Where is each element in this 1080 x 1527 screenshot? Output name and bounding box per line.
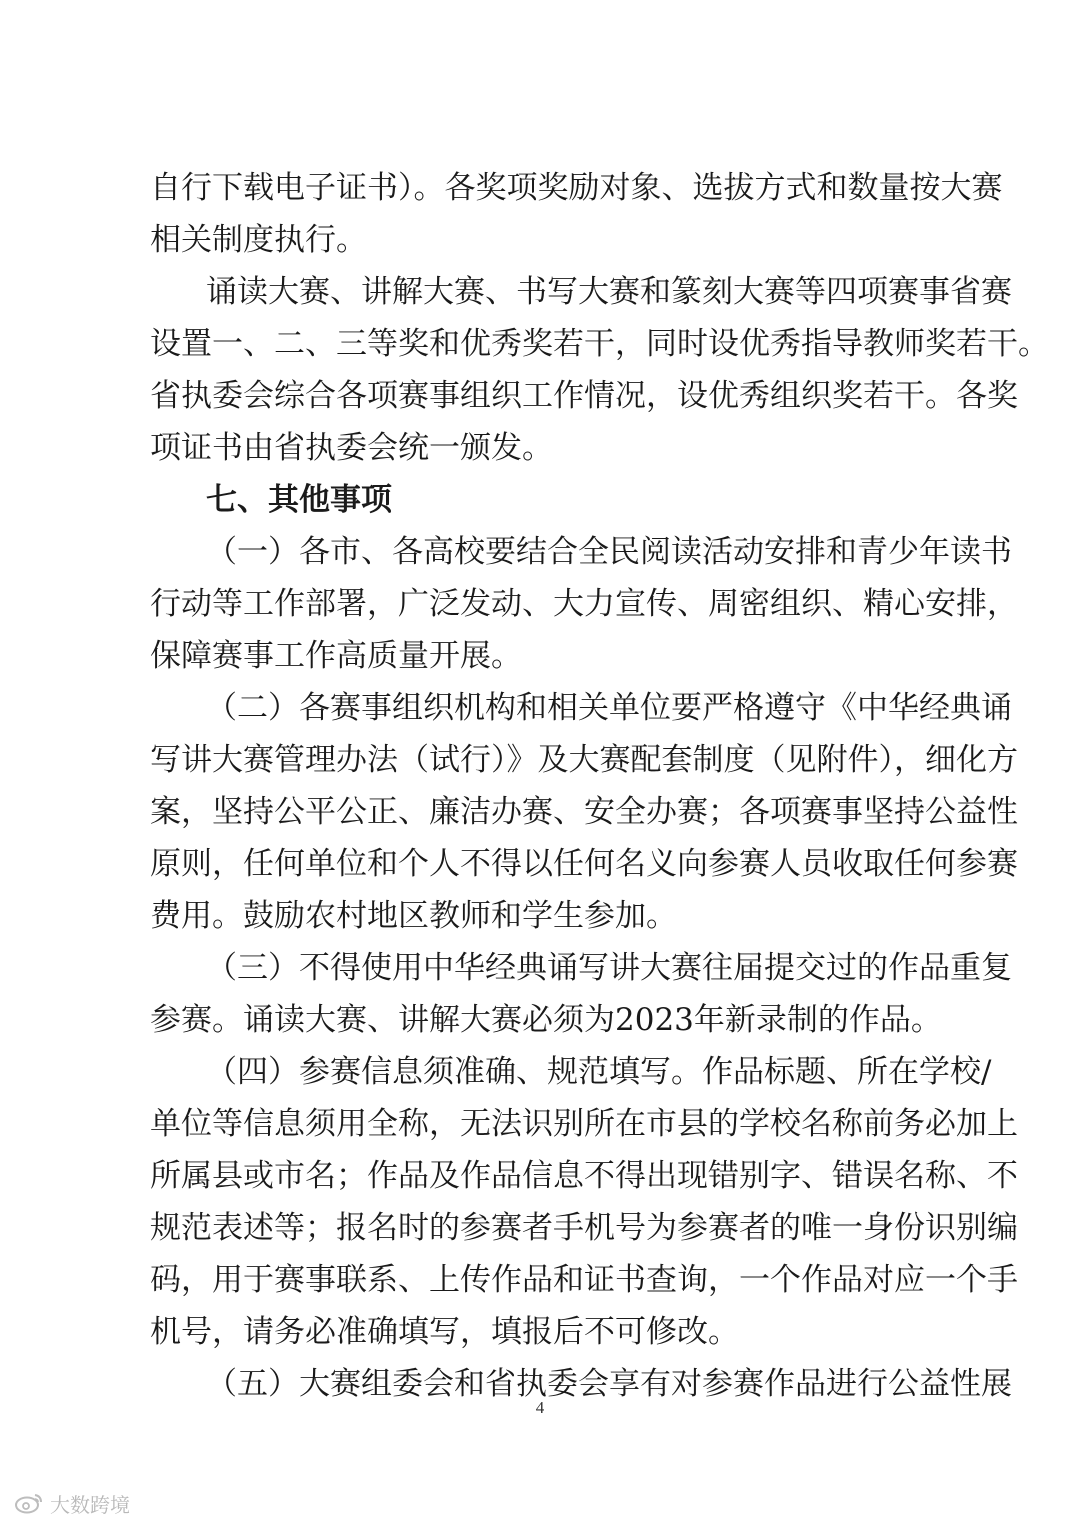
watermark — [14, 1487, 130, 1519]
paragraph-first-line: （一）各市、各高校要结合全民阅读活动安排和青少年读书 — [206, 534, 1012, 570]
body-text-line: 单位等信息须用全称，无法识别所在市县的学校名称前务必加上 — [150, 1106, 1018, 1142]
body-text-line: 行动等工作部署，广泛发动、大力宣传、周密组织、精心安排， — [150, 586, 1018, 622]
paragraph-first-line: 诵读大赛、讲解大赛、书写大赛和篆刻大赛等四项赛事省赛 — [206, 274, 1012, 310]
body-text-line: 省执委会综合各项赛事组织工作情况，设优秀组织奖若干。各奖 — [150, 378, 1018, 414]
page-number: 4 — [535, 1398, 545, 1417]
section-heading: 七、其他事项 — [206, 482, 392, 518]
paragraph-first-line: （五）大赛组委会和省执委会享有对参赛作品进行公益性展 — [206, 1366, 1012, 1402]
paragraph-first-line: （三）不得使用中华经典诵写讲大赛往届提交过的作品重复 — [206, 950, 1012, 986]
paragraph-first-line: （四）参赛信息须准确、规范填写。作品标题、所在学校/ — [206, 1054, 992, 1090]
body-text-line: 原则，任何单位和个人不得以任何名义向参赛人员收取任何参赛 — [150, 846, 1018, 882]
body-text-line: 项证书由省执委会统一颁发。 — [150, 430, 553, 466]
body-text-line: 费用。鼓励农村地区教师和学生参加。 — [150, 898, 677, 934]
body-text-line: 参赛。诵读大赛、讲解大赛必须为2023年新录制的作品。 — [150, 1002, 942, 1038]
body-text-line: 保障赛事工作高质量开展。 — [150, 638, 522, 674]
body-text-line: 自行下载电子证书）。各奖项奖励对象、选拔方式和数量按大赛 — [150, 170, 1003, 206]
body-text-line: 设置一、二、三等奖和优秀奖若干，同时设优秀指导教师奖若干。 — [150, 326, 1049, 362]
body-text-line: 案，坚持公平公正、廉洁办赛、安全办赛；各项赛事坚持公益性 — [150, 794, 1018, 830]
body-text-line: 相关制度执行。 — [150, 222, 367, 258]
body-text-line: 码，用于赛事联系、上传作品和证书查询，一个作品对应一个手 — [150, 1262, 1018, 1298]
paragraph-first-line: （二）各赛事组织机构和相关单位要严格遵守《中华经典诵 — [206, 690, 1012, 726]
body-text-line: 机号，请务必准确填写，填报后不可修改。 — [150, 1314, 739, 1350]
weibo-style-logo-icon — [14, 1492, 44, 1514]
body-text-line: 写讲大赛管理办法（试行）》及大赛配套制度（见附件），细化方 — [150, 742, 1018, 778]
watermark-text: 大数跨境 — [50, 1492, 130, 1517]
body-text-line: 所属县或市名；作品及作品信息不得出现错别字、错误名称、不 — [150, 1158, 1018, 1194]
body-text-line: 规范表述等；报名时的参赛者手机号为参赛者的唯一身份识别编 — [150, 1210, 1018, 1246]
